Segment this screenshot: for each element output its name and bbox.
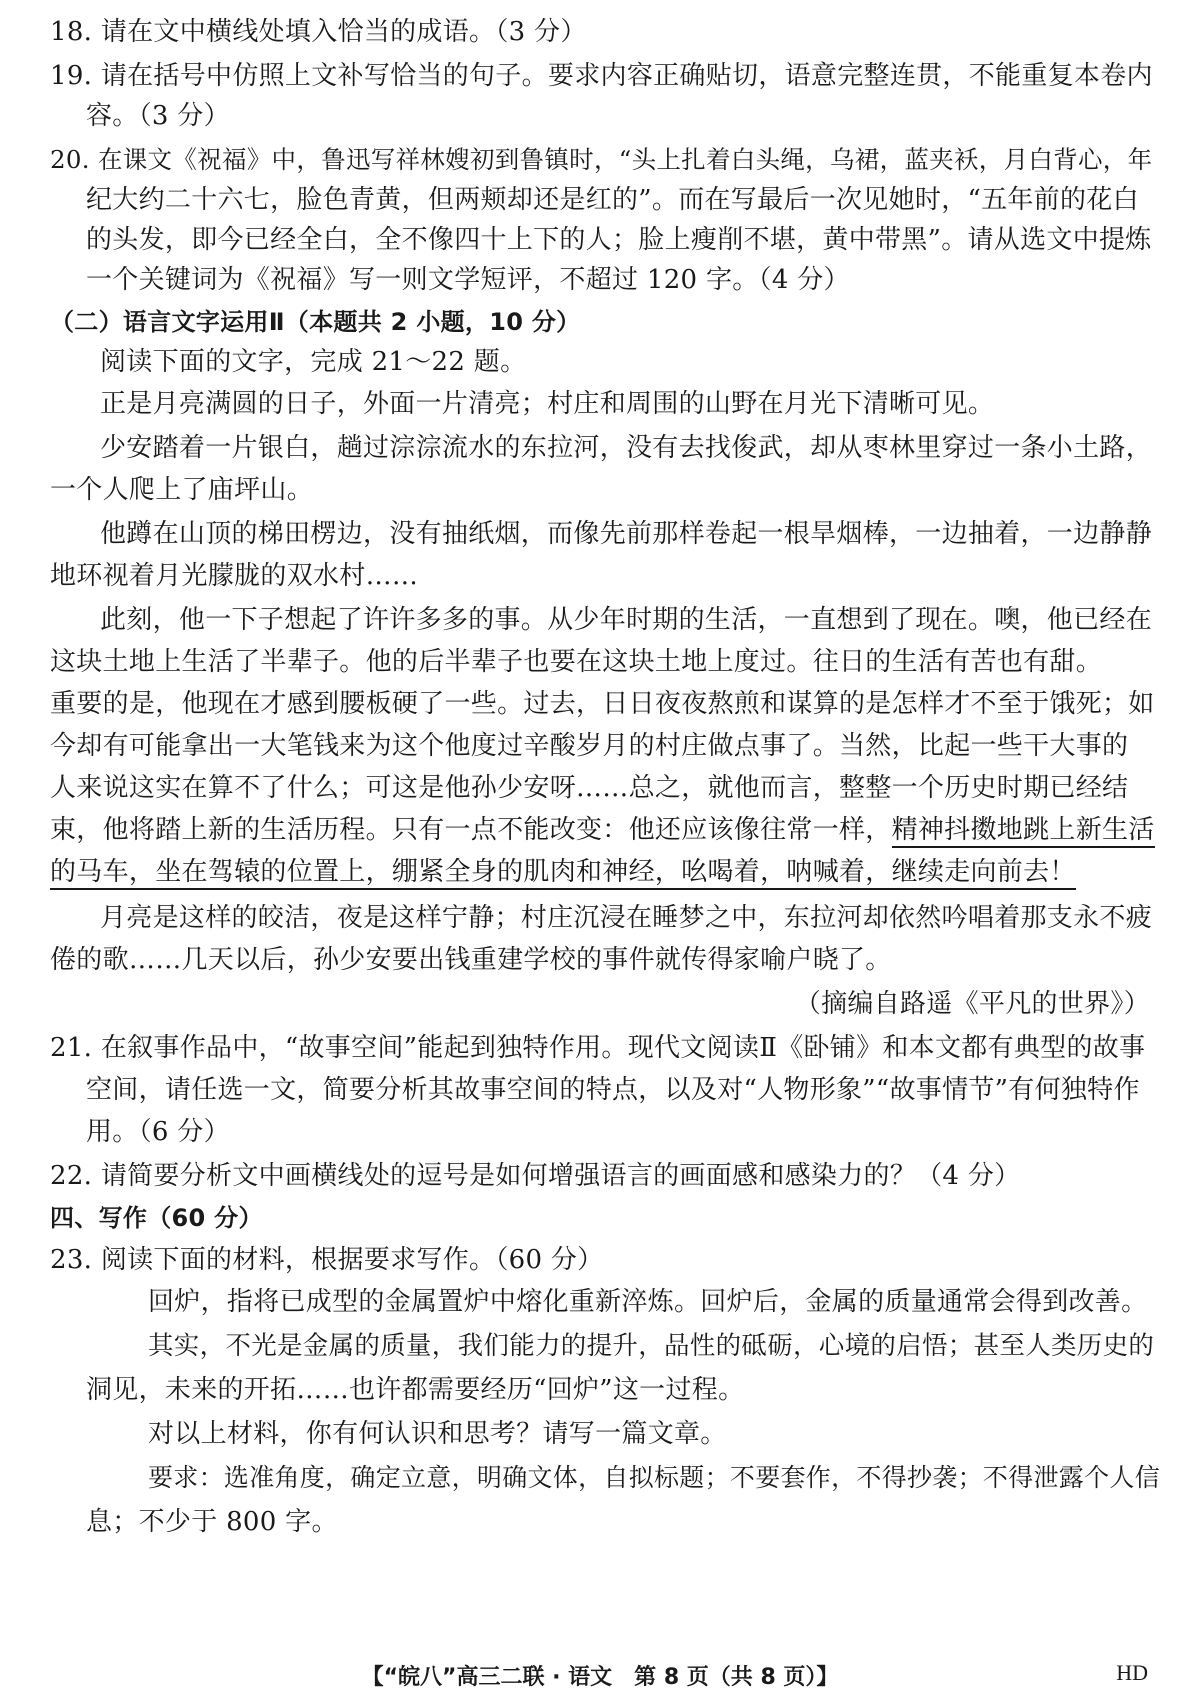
passage-p4-line-2: 这块土地上生活了半辈子。他的后半辈子也要在这块土地上度过。往日的生活有苦也有甜。 — [50, 647, 1103, 677]
question-21-line-1: 21. 在叙事作品中，“故事空间”能起到独特作用。现代文阅读Ⅱ《卧铺》和本文都有典型的故事 — [50, 1033, 1146, 1063]
passage-p3-line-1: 他蹲在山顶的梯田楞边，没有抽纸烟，而像先前那样卷起一根旱烟棒，一边抽着，一边静静 — [100, 519, 1153, 549]
passage-p4-line-7 — [50, 852, 1076, 892]
passage-p4-line-1: 此刻，他一下子想起了许许多多的事。从少年时期的生活，一直想到了现在。噢，他已经在 — [100, 605, 1153, 635]
requirements-line-2: 息；不少于 800 字。 — [86, 1507, 338, 1537]
passage-p4-line-5: 人来说这实在算不了什么；可这是他孙少安呀……总之，就他而言，整整一个历史时期已经结 — [50, 773, 1129, 803]
passage-p2-line-2: 一个人爬上了庙坪山。 — [50, 475, 314, 505]
underlined-sentence-part-1: 精神抖擞地跳上新生活 — [892, 815, 1155, 848]
prompt-line: 对以上材料，你有何认识和思考？请写一篇文章。 — [148, 1419, 727, 1449]
question-20-line-3: 的头发，即今已经全白，全不像四十上下的人；脸上瘦削不堪，黄中带黑”。请从选文中提炼 — [86, 225, 1152, 255]
passage-p4-line-6-text: 束，他将踏上新的生活历程。只有一点不能改变：他还应该像往常一样， — [50, 815, 892, 845]
question-20-line-2: 纪大约二十六七，脸色青黄，但两颊却还是红的”。而在写最后一次见她时，“五年前的花白 — [86, 185, 1139, 215]
requirements-line-1: 要求：选准角度，确定立意，明确文体，自拟标题；不要套作，不得抄袭；不得泄露个人信 — [148, 1463, 1161, 1492]
material-line-3: 洞见，未来的开拓……也许都需要经历“回炉”这一过程。 — [86, 1375, 745, 1405]
underlined-sentence-part-2: 的马车，坐在驾辕的位置上，绷紧全身的肌肉和神经，吆喝着，呐喊着，继续走向前去！ — [50, 857, 1076, 890]
passage-p4-line-3: 重要的是，他现在才感到腰板硬了一些。过去，日日夜夜熬煎和谋算的是怎样才不至于饿死；如 — [50, 689, 1155, 719]
section-2-intro: 阅读下面的文字，完成 21～22 题。 — [100, 347, 527, 377]
passage-p5-line-2: 倦的歌……几天以后，孙少安要出钱重建学校的事件就传得家喻户晓了。 — [50, 945, 892, 975]
passage-p1: 正是月亮满圆的日子，外面一片清亮；村庄和周围的山野在月光下清晰可见。 — [100, 389, 995, 419]
passage-p4-line-4: 今却有可能拿出一大笔钱来为这个他度过辛酸岁月的村庄做点事了。当然，比起一些干大事的 — [50, 731, 1129, 761]
page-footer: 【“皖八”高三二联 · 语文 第 8 页（共 8 页）】 — [361, 1665, 839, 1690]
exam-code: HD — [1116, 1660, 1148, 1685]
question-21-line-2: 空间，请任选一文，简要分析其故事空间的特点，以及对“人物形象”“故事情节”有何独特作 — [86, 1075, 1140, 1105]
passage-p4-line-6 — [50, 810, 1155, 850]
question-19-line-1: 19. 请在括号中仿照上文补写恰当的句子。要求内容正确贴切，语意完整连贯，不能重复本卷内 — [50, 61, 1153, 91]
question-21-line-3: 用。（6 分） — [86, 1117, 230, 1147]
question-18: 18. 请在文中横线处填入恰当的成语。（3 分） — [50, 17, 587, 47]
question-20-line-1: 20. 在课文《祝福》中，鲁迅写祥林嫂初到鲁镇时，“头上扎着白头绳，乌裙，蓝夹袄，月白背心，年 — [50, 145, 1153, 174]
question-22: 22. 请简要分析文中画横线处的逗号是如何增强语言的画面感和感染力的？（4 分） — [50, 1161, 1021, 1191]
material-line-2: 其实，不光是金属的质量，我们能力的提升，品性的砥砺，心境的启悟；甚至人类历史的 — [148, 1331, 1155, 1361]
material-line-1: 回炉，指将已成型的金属置炉中熔化重新淬炼。回炉后，金属的质量通常会得到改善。 — [148, 1287, 1148, 1317]
passage-p3-line-2: 地环视着月光朦胧的双水村…… — [50, 561, 419, 591]
passage-source: （摘编自路遥《平凡的世界》） — [794, 989, 1150, 1019]
question-19-line-2: 容。（3 分） — [86, 101, 230, 131]
question-23-line-1: 23. 阅读下面的材料，根据要求写作。（60 分） — [50, 1245, 604, 1275]
passage-p5-line-1: 月亮是这样的皎洁，夜是这样宁静；村庄沉浸在睡梦之中，东拉河却依然吟唱着那支永不疲 — [100, 903, 1153, 933]
section-4-heading: 四、写作（60 分） — [50, 1204, 263, 1232]
passage-p2-line-1: 少安踏着一片银白，趟过淙淙流水的东拉河，没有去找俊武，却从枣林里穿过一条小土路， — [100, 433, 1153, 463]
question-20-line-4: 一个关键词为《祝福》写一则文学短评，不超过 120 字。（4 分） — [86, 265, 850, 295]
section-2-heading: （二）语言文字运用Ⅱ（本题共 2 小题，10 分） — [50, 308, 581, 336]
